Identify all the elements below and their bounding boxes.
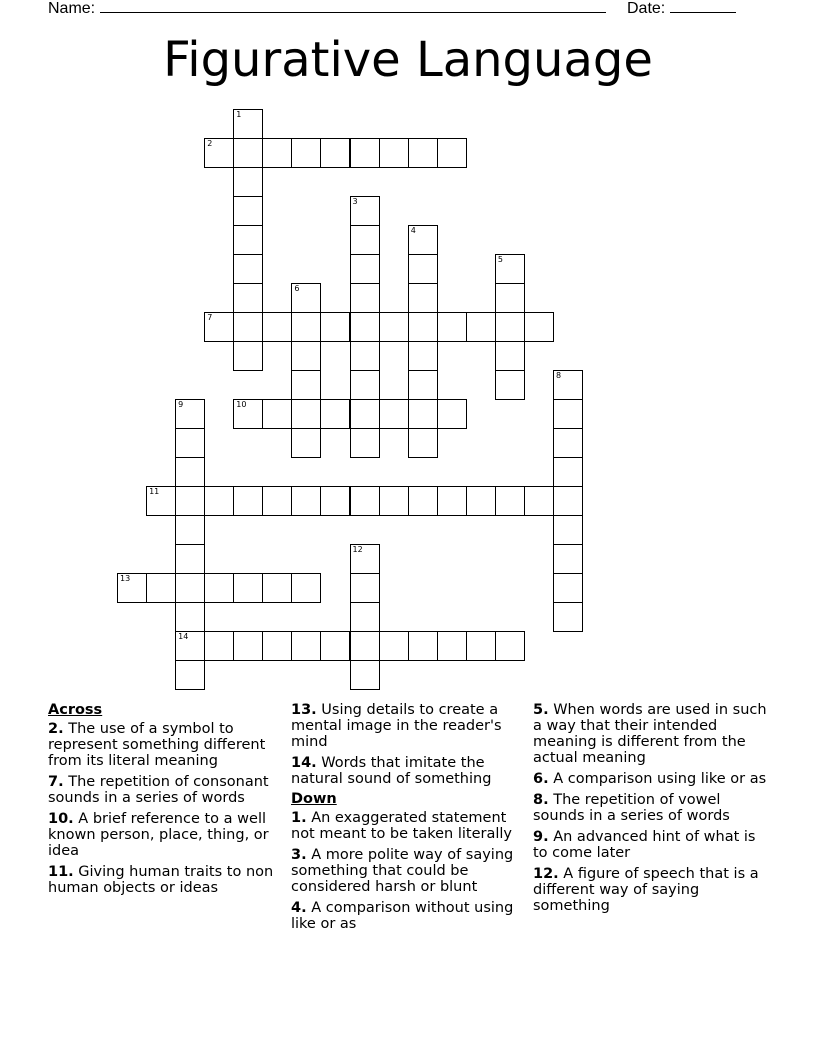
clue-item-text: Giving human traits to non human objects or ideas (48, 864, 274, 896)
clue-item-number: 6. (533, 771, 549, 787)
clue-item-number: 5. (533, 702, 549, 718)
clue-item-number: 11. (48, 864, 74, 880)
clue-item (48, 864, 284, 896)
grid-cell[interactable] (408, 254, 438, 284)
grid-cell[interactable] (350, 370, 380, 400)
grid-cell[interactable] (553, 573, 583, 603)
grid-cell[interactable] (204, 486, 234, 516)
grid-cell[interactable] (175, 631, 205, 661)
clue-item-number: 13. (291, 702, 317, 718)
clue-item-text: Using details to create a mental image in the reader's mind (291, 702, 502, 750)
clue-item-text: A brief reference to a well known person, place, thing, or idea (48, 811, 269, 859)
grid-cell[interactable] (233, 138, 263, 168)
grid-cell[interactable] (350, 486, 380, 516)
grid-cell[interactable] (437, 399, 467, 429)
clue-item-text: The use of a symbol to represent something different from its literal meaning (48, 721, 266, 769)
clue-item-text: A figure of speech that is a different way of saying something (533, 866, 759, 914)
grid-cell[interactable] (466, 486, 496, 516)
grid-cell[interactable] (175, 486, 205, 516)
grid-cell[interactable] (553, 428, 583, 458)
grid-cell[interactable] (291, 486, 321, 516)
grid-cell[interactable] (233, 254, 263, 284)
clue-item-number: 2. (48, 721, 64, 737)
grid-cell[interactable] (553, 486, 583, 516)
grid-cell[interactable] (408, 341, 438, 371)
grid-cell[interactable] (291, 283, 321, 313)
clue-number: 10 (236, 400, 247, 409)
clues-column-1 (48, 702, 284, 901)
grid-cell[interactable] (233, 573, 263, 603)
grid-cell[interactable] (350, 283, 380, 313)
grid-cell[interactable] (553, 399, 583, 429)
clue-item (533, 792, 769, 824)
grid-cell[interactable] (553, 544, 583, 574)
grid-cell[interactable] (437, 312, 467, 342)
grid-cell[interactable] (437, 631, 467, 661)
grid-cell[interactable] (291, 312, 321, 342)
grid-cell[interactable] (291, 573, 321, 603)
grid-cell[interactable] (320, 312, 350, 342)
page-title: Figurative Language (163, 32, 653, 88)
grid-cell[interactable] (350, 138, 380, 168)
grid-cell[interactable] (262, 573, 292, 603)
clue-item (48, 774, 284, 806)
clue-item-number: 8. (533, 792, 549, 808)
grid-cell[interactable] (146, 486, 176, 516)
grid-cell[interactable] (466, 631, 496, 661)
grid-cell[interactable] (350, 573, 380, 603)
grid-cell[interactable] (437, 138, 467, 168)
clue-item (533, 771, 769, 787)
clue-item (533, 829, 769, 861)
grid-cell[interactable] (408, 631, 438, 661)
clue-item-number: 1. (291, 810, 307, 826)
clue-item (291, 847, 527, 895)
grid-cell[interactable] (350, 660, 380, 690)
grid-cell[interactable] (495, 254, 525, 284)
grid-cell[interactable] (146, 573, 176, 603)
across-clue-list (48, 721, 284, 896)
grid-cell[interactable] (495, 341, 525, 371)
clue-item (48, 811, 284, 859)
grid-cell[interactable] (553, 602, 583, 632)
grid-cell[interactable] (379, 486, 409, 516)
grid-cell[interactable] (233, 312, 263, 342)
grid-cell[interactable] (408, 486, 438, 516)
grid-cell[interactable] (320, 631, 350, 661)
grid-cell[interactable] (350, 254, 380, 284)
grid-cell[interactable] (320, 138, 350, 168)
clue-number: 9 (178, 400, 184, 409)
clue-item (533, 866, 769, 914)
clue-item-number: 10. (48, 811, 74, 827)
clue-item-text: A comparison without using like or as (291, 900, 514, 932)
grid-cell[interactable] (437, 486, 467, 516)
clue-number: 2 (207, 139, 213, 148)
grid-cell[interactable] (233, 486, 263, 516)
grid-cell[interactable] (262, 138, 292, 168)
grid-cell[interactable] (379, 138, 409, 168)
grid-cell[interactable] (233, 167, 263, 197)
grid-cell[interactable] (117, 573, 147, 603)
grid-cell[interactable] (495, 312, 525, 342)
grid-cell[interactable] (350, 225, 380, 255)
clue-item-text: A more polite way of saying something that could be considered harsh or blunt (291, 847, 514, 895)
clue-number: 3 (352, 197, 358, 206)
grid-cell[interactable] (291, 341, 321, 371)
clue-number: 1 (236, 110, 242, 119)
clues-column-3 (533, 702, 769, 919)
grid-cell[interactable] (379, 399, 409, 429)
grid-cell[interactable] (495, 370, 525, 400)
clue-number: 6 (294, 284, 300, 293)
grid-cell[interactable] (524, 312, 554, 342)
clue-item (291, 900, 527, 932)
down-clue-list (291, 810, 527, 932)
clue-item (291, 702, 527, 750)
grid-cell[interactable] (262, 486, 292, 516)
clue-number: 11 (149, 487, 160, 496)
grid-cell[interactable] (350, 544, 380, 574)
grid-cell[interactable] (204, 573, 234, 603)
grid-cell[interactable] (408, 370, 438, 400)
across-heading: Across (48, 702, 103, 718)
clue-item-text: An advanced hint of what is to come later (533, 829, 756, 861)
grid-cell[interactable] (408, 399, 438, 429)
grid-cell[interactable] (495, 486, 525, 516)
grid-cell[interactable] (291, 428, 321, 458)
grid-cell[interactable] (233, 109, 263, 139)
grid-cell[interactable] (291, 138, 321, 168)
grid-cell[interactable] (291, 399, 321, 429)
grid-cell[interactable] (524, 486, 554, 516)
grid-cell[interactable] (408, 283, 438, 313)
grid-cell[interactable] (204, 312, 234, 342)
grid-cell[interactable] (175, 544, 205, 574)
grid-cell[interactable] (233, 341, 263, 371)
grid-cell[interactable] (350, 602, 380, 632)
clue-item-number: 7. (48, 774, 64, 790)
grid-cell[interactable] (175, 573, 205, 603)
down-heading: Down (291, 791, 337, 807)
grid-cell[interactable] (175, 602, 205, 632)
grid-cell[interactable] (350, 196, 380, 226)
grid-cell[interactable] (408, 138, 438, 168)
grid-cell[interactable] (466, 312, 496, 342)
grid-cell[interactable] (233, 225, 263, 255)
grid-cell[interactable] (175, 660, 205, 690)
name-label: Name: (48, 0, 96, 17)
grid-cell[interactable] (262, 399, 292, 429)
grid-cell[interactable] (320, 486, 350, 516)
grid-cell[interactable] (233, 399, 263, 429)
clues-column-2 (291, 702, 527, 937)
date-label: Date: (627, 0, 666, 17)
grid-cell[interactable] (553, 370, 583, 400)
grid-cell[interactable] (408, 225, 438, 255)
clue-number: 8 (556, 371, 562, 380)
clue-number: 14 (178, 632, 189, 641)
grid-cell[interactable] (175, 399, 205, 429)
grid-cell[interactable] (175, 457, 205, 487)
clue-item-text: A comparison using like or as (548, 771, 767, 787)
clue-number: 5 (497, 255, 503, 264)
grid-cell[interactable] (379, 312, 409, 342)
grid-cell[interactable] (350, 428, 380, 458)
clue-item-number: 14. (291, 755, 317, 771)
grid-cell[interactable] (175, 428, 205, 458)
clue-item (291, 810, 527, 842)
clue-item-number: 4. (291, 900, 307, 916)
grid-cell[interactable] (408, 312, 438, 342)
across-clue-list-cont (291, 702, 527, 787)
grid-cell[interactable] (233, 196, 263, 226)
clue-item-text: Words that imitate the natural sound of something (291, 755, 492, 787)
clue-item (291, 755, 527, 787)
clue-item (48, 721, 284, 769)
grid-cell[interactable] (350, 341, 380, 371)
clue-item-text: The repetition of vowel sounds in a series of words (533, 792, 730, 824)
grid-cell[interactable] (350, 312, 380, 342)
grid-cell[interactable] (379, 631, 409, 661)
grid-cell[interactable] (175, 515, 205, 545)
clue-item-number: 9. (533, 829, 549, 845)
clue-item-text: The repetition of consonant sounds in a series of words (48, 774, 269, 806)
grid-cell[interactable] (408, 428, 438, 458)
clue-item (533, 702, 769, 766)
grid-cell[interactable] (262, 312, 292, 342)
clue-number: 12 (352, 545, 363, 554)
clue-item-number: 12. (533, 866, 559, 882)
grid-cell[interactable] (350, 631, 380, 661)
clue-number: 13 (120, 574, 131, 583)
grid-cell[interactable] (320, 399, 350, 429)
grid-cell[interactable] (495, 631, 525, 661)
grid-cell[interactable] (291, 631, 321, 661)
grid-cell[interactable] (495, 283, 525, 313)
grid-cell[interactable] (262, 631, 292, 661)
down-clue-list-cont (533, 702, 769, 914)
clue-item-number: 3. (291, 847, 307, 863)
clue-number: 7 (207, 313, 213, 322)
grid-cell[interactable] (204, 631, 234, 661)
grid-cell[interactable] (350, 399, 380, 429)
grid-cell[interactable] (291, 370, 321, 400)
grid-cell[interactable] (233, 283, 263, 313)
grid-cell[interactable] (553, 515, 583, 545)
clue-item-text: An exaggerated statement not meant to be taken literally (291, 810, 512, 842)
grid-cell[interactable] (553, 457, 583, 487)
clue-item-text: When words are used in such a way that their intended meaning is different from the actual meaning (533, 702, 767, 766)
clue-number: 4 (410, 226, 416, 235)
grid-cell[interactable] (204, 138, 234, 168)
grid-cell[interactable] (233, 631, 263, 661)
